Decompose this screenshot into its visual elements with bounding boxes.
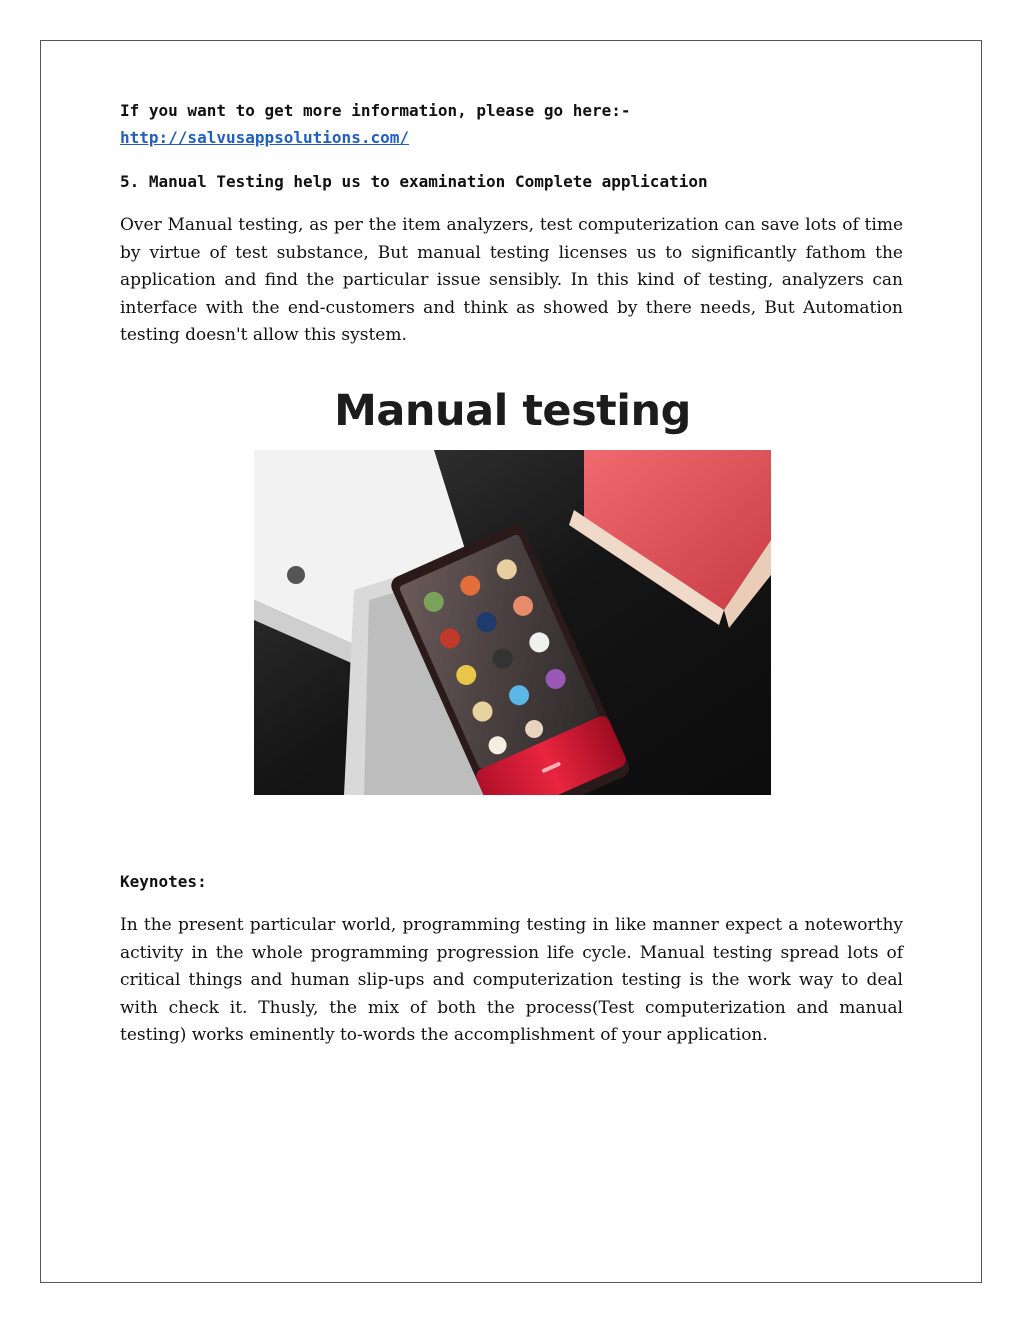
keynotes-section [120,870,903,1050]
top-section [120,97,903,350]
section-paragraph: Over Manual testing, as per the item analyzers, test computerization can save lots of time by virtue of test substance, But manual testing licenses us to significantly fathom the application and find the particular issue sensibly. In this kind of testing, analyzers can interface with the end-customers and think as showed by there needs, But Automation testing doesn't allow this system. [120,215,903,345]
info-text: If you want to get more information, please go here:- [120,101,631,120]
figure-title: Manual testing [334,386,691,436]
website-link[interactable]: http://salvusappsolutions.com/ [120,128,409,147]
manual-testing-figure [254,381,771,795]
phone-photo [254,450,771,795]
section-heading: 5. Manual Testing help us to examination Complete application [120,172,708,191]
keynotes-heading: Keynotes: [120,872,207,891]
keynotes-paragraph: In the present particular world, programming testing in like manner expect a noteworthy activity in the whole programming progression life cycle. Manual testing spread lots of critical things and human slip-ups and computerization testing is the work way to deal with check it. Thusly, the mix of both the process(Test computerization and manual testing) works eminently to-words the accomplishment of your application. [120,915,903,1045]
